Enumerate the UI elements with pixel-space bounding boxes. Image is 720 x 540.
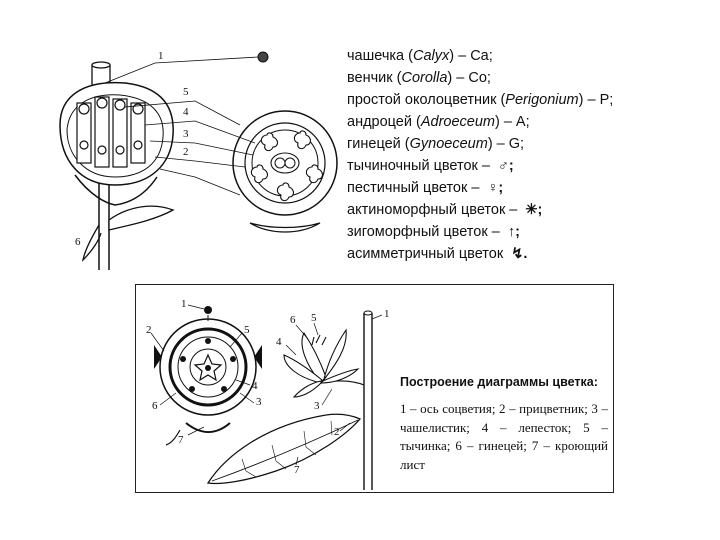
legend-line: тычиночный цветок – ♂;: [347, 158, 514, 174]
top-label-1: 1: [158, 50, 164, 62]
legend-line: андроцей (Adroeceum) – A;: [347, 114, 530, 130]
top-label-4: 4: [183, 106, 189, 118]
zygomorphic-symbol-icon: ↑;: [507, 224, 520, 240]
plant-label-2: 2: [334, 426, 340, 438]
legend-line: чашечка (Calyx) – Ca;: [347, 48, 493, 64]
plant-label-5: 5: [311, 312, 317, 324]
female-symbol-icon: ♀;: [487, 180, 504, 196]
top-label-6: 6: [75, 236, 81, 248]
legend-line: гинецей (Gynoeceum) – G;: [347, 136, 525, 152]
top-label-2: 2: [183, 146, 189, 158]
flower-diagram-panel: [135, 284, 614, 493]
caption-title: Построение диаграммы цветка:: [400, 375, 598, 389]
top-label-3: 3: [183, 128, 189, 140]
diagram-label-6: 6: [152, 400, 158, 412]
diagram-label-3: 3: [256, 396, 262, 408]
caption-body: 1 – ось соцветия; 2 – прицветник; 3 – чашелистик; 4 – лепесток; 5 – тычинка; 6 – гинецей; 7 – кроющий лист: [400, 401, 608, 472]
diagram-and-plant-figure: [136, 285, 398, 492]
flower-section-figure: [55, 45, 345, 275]
actinomorphic-symbol-icon: ✳;: [525, 202, 543, 218]
legend-line: актиноморфный цветок – ✳;: [347, 202, 543, 218]
male-symbol-icon: ♂;: [498, 158, 514, 174]
asymmetric-symbol-icon: ↯.: [511, 246, 528, 262]
plant-label-6: 6: [290, 314, 296, 326]
plant-label-4: 4: [276, 336, 282, 348]
legend-line: пестичный цветок – ♀;: [347, 180, 504, 196]
diagram-label-2: 2: [146, 324, 152, 336]
diagram-label-4: 4: [252, 380, 258, 392]
legend-line: зигоморфный цветок – ↑;: [347, 224, 520, 240]
legend-line: асимметричный цветок ↯.: [347, 246, 528, 262]
plant-label-3: 3: [314, 400, 320, 412]
legend-line: венчик (Corolla) – Co;: [347, 70, 491, 86]
plant-label-7: 7: [294, 464, 300, 476]
plant-label-1: 1: [384, 308, 390, 320]
diagram-label-7: 7: [178, 434, 184, 446]
diagram-label-5: 5: [244, 324, 250, 336]
diagram-label-1: 1: [181, 298, 187, 310]
legend-line: простой околоцветник (Perigonium) – P;: [347, 92, 614, 108]
top-label-5: 5: [183, 86, 189, 98]
